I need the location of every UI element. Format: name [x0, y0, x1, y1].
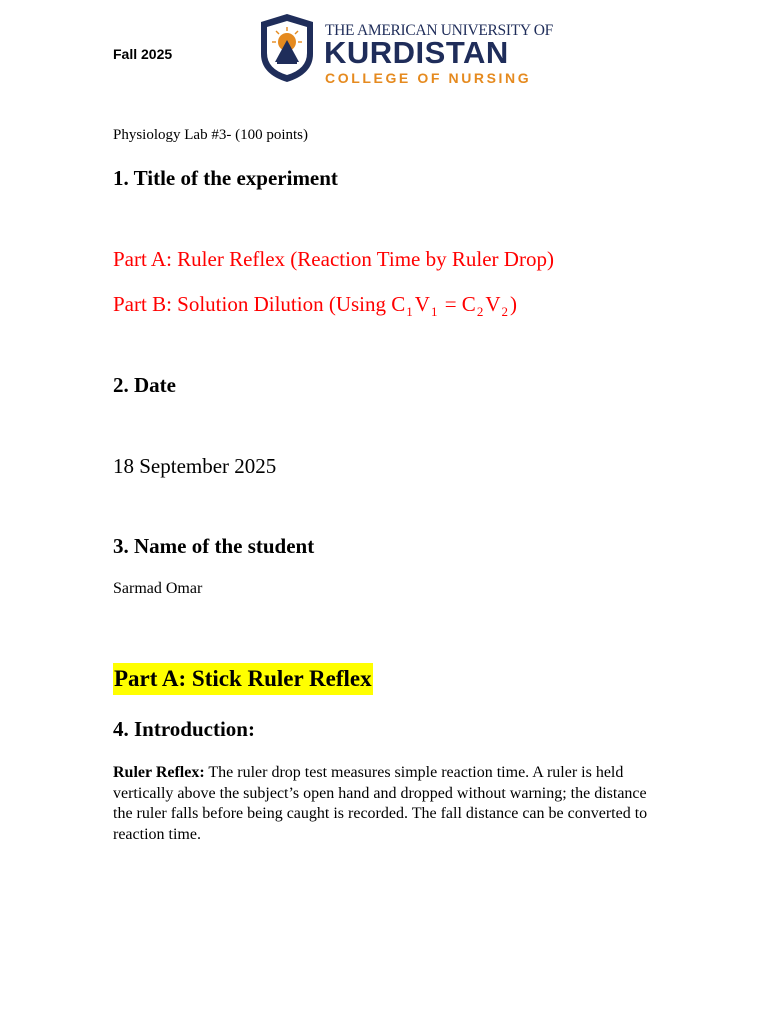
- section-heading-introduction: 4. Introduction:: [113, 717, 255, 741]
- subscript: 1: [430, 304, 438, 319]
- intro-lead-term: Ruler Reflex:: [113, 764, 205, 781]
- intro-body: The ruler drop test measures simple reaction time. A ruler is held vertically above the subject’s open hand and dropped without warning; the distance the ruler falls before being caught is recorded. The fall distance can be converted to reaction time.: [113, 764, 648, 843]
- university-logo: [257, 12, 554, 86]
- logo-university-line: THE AMERICAN UNIVERSITY OF: [325, 22, 554, 39]
- part-b-prefix: Part B: Solution Dilution (Using C: [113, 292, 406, 316]
- section-heading-title: 1. Title of the experiment: [113, 166, 338, 190]
- lab-subtitle: Physiology Lab #3- (100 points): [113, 127, 308, 143]
- section-heading-student: 3. Name of the student: [113, 534, 315, 558]
- experiment-date: 18 September 2025: [113, 454, 277, 478]
- subscript: 2: [501, 304, 508, 319]
- introduction-paragraph: [113, 763, 658, 845]
- part-a-highlighted-heading: Part A: Stick Ruler Reflex: [113, 663, 373, 695]
- part-b-v1: V: [414, 292, 430, 316]
- student-name: Sarmad Omar: [113, 580, 203, 597]
- university-seal-icon: [257, 12, 317, 84]
- experiment-part-a-title: Part A: Ruler Reflex (Reaction Time by Ruler Drop): [113, 247, 554, 271]
- experiment-part-b-title: [113, 292, 517, 320]
- logo-college-line: COLLEGE OF NURSING: [325, 70, 532, 86]
- subscript: 2: [476, 304, 484, 319]
- part-b-suffix: ): [509, 292, 517, 316]
- semester-label: Fall 2025: [113, 46, 173, 62]
- section-heading-date: 2. Date: [113, 373, 176, 397]
- subscript: 1: [406, 304, 413, 319]
- logo-kurdistan-line: KURDISTAN: [324, 35, 509, 70]
- part-b-v2: V: [485, 292, 501, 316]
- part-b-equals: = C: [439, 292, 476, 316]
